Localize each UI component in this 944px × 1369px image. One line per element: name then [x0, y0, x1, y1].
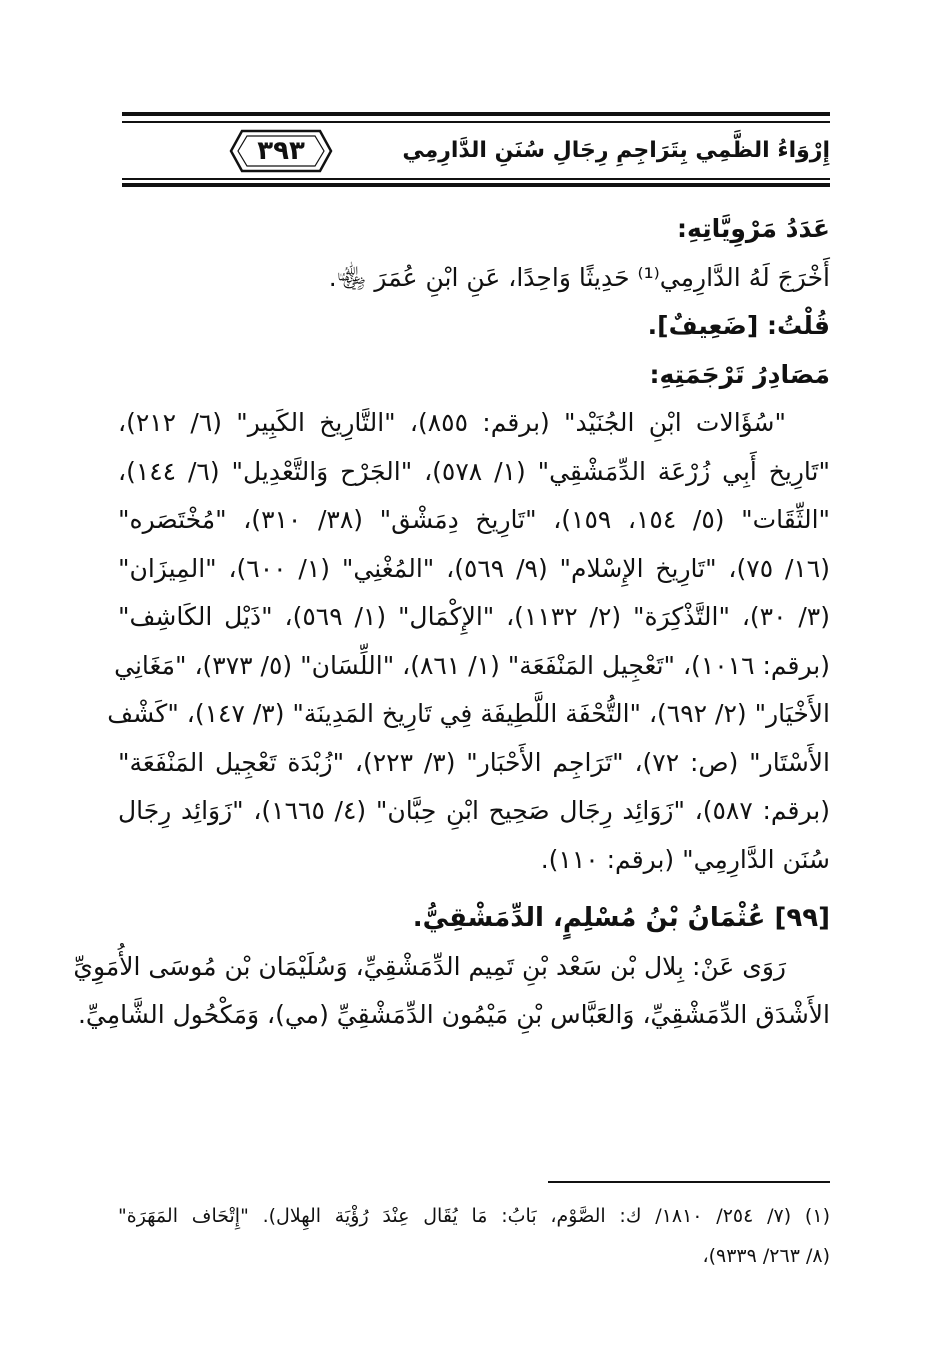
text-line: رَوَى عَنْ: بِلال بْن سَعْد بْنِ تَمِيم الدِّمَشْقِيِّ، وَسُلَيْمَان بْن مُوسَى الأُمَوِيِّ [73, 951, 786, 981]
header-rule-top-thick [122, 112, 830, 116]
entry-heading: [٩٩] عُثْمَانُ بْنُ مُسْلِمٍ، الدِّمَشْقِيُّ. [412, 903, 830, 933]
section-heading-sources: مَصَادِرُ تَرْجَمَتِهِ: [649, 359, 830, 389]
header-rule-top-thin [122, 121, 830, 123]
text-line: الأَسْتَار" (ص: ٧٢)، "تَرَاجِم الأَحْبَار" (٣/ ٢٢٣)، "زُبْدَة تَعْجِيل المَنْفَعَة" [118, 747, 831, 777]
footnote-line: (١) (٧/ ٢٥٤/ ١٨١٠/ ك: الصَّوْم، بَابُ: مَا يُقَال عِنْدَ رُؤْيَة الهِلال). "إِتْحَاف المَهَرَة" [118, 1205, 830, 1227]
header-rule-bottom-thin [122, 178, 830, 180]
section-gap [118, 884, 830, 894]
text-line: الأَخْيَار" (٢/ ٦٩٢)، "التُّحْفَة اللَّطِيفَة فِي تَارِيخ المَدِينَة" (٣/ ١٤٧)، "كَشْف [107, 699, 830, 728]
verdict-line: قُلْتُ: [ضَعِيفٌ]. [647, 311, 830, 340]
header-rule-bottom-thick [122, 183, 830, 187]
running-title: إِرْوَاءُ الظَّمِي بِتَرَاجِمِ رِجَالِ سُنَنِ الدَّارِمِي [402, 138, 830, 163]
text-line: سُنَن الدَّارِمِي" (برقم: ١١٠). [540, 844, 830, 874]
text-line: (٣/ ٣٠)، "التَّذْكِرَة" (٢/ ١١٣٢)، "الإِكْمَال" (١/ ٥٦٩)، "ذَيْل الكَاشِف" [118, 602, 830, 631]
text-line: أَخْرَجَ لَهُ الدَّارِمِي⁽¹⁾ حَدِيثًا وَاحِدًا، عَنِ ابْنِ عُمَرَ ﵄. [328, 262, 830, 292]
footnote-line: (٨/ ٢٦٣/ ٩٣٣٩)، [702, 1245, 830, 1267]
footnotes [118, 1196, 830, 1276]
text-line: (برقم: ١٠١٦)، "تَعْجِيل المَنْفَعَة" (١/ ٨٦١)، "اللِّسَان" (٥/ ٣٧٣)، "مَغَانِي [114, 650, 830, 680]
page-number-badge [228, 128, 334, 174]
text-line: "الثِّقَات" (٥/ ١٥٤، ١٥٩)، "تَارِيخ دِمَشْق" (٣٨/ ٣١٠)، "مُخْتَصَره" [118, 505, 831, 534]
footnote-separator [548, 1181, 830, 1183]
section-heading-narrations-count: عَدَدُ مَرْوِيَّاتِهِ: [677, 214, 830, 243]
text-line: "سُؤَالات ابْنِ الجُنَيْد" (برقم: ٨٥٥)، "التَّارِيخ الكَبِير" (٦/ ٢١٢)، [118, 408, 787, 437]
text-line: الأَشْدَق الدِّمَشْقِيِّ، وَالعَبَّاس بْنِ مَيْمُون الدِّمَشْقِيِّ (مي)، وَمَكْحُول الشَّامِيِّ. [77, 1000, 830, 1029]
text-line: (برقم: ٥٨٧)، "زَوَائِد رِجَال صَحِيح ابْنِ حِبَّان" (٤/ ١٦٦٥)، "زَوَائِد رِجَال [118, 796, 830, 825]
text-line: "تَارِيخ أَبِي زُرْعَة الدِّمَشْقِي" (١/ ٥٧٨)، "الجَرْح وَالتَّعْدِيل" (٦/ ١٤٤)، [118, 456, 830, 486]
main-text [73, 205, 831, 1040]
text-line: (١٦/ ٧٥)، "تَارِيخ الإِسْلام" (٩/ ٥٦٩)، "المُغْنِي" (١/ ٦٠٠)، "المِيزَان" [118, 553, 830, 583]
page-number: ٣٩٣ [257, 136, 305, 166]
